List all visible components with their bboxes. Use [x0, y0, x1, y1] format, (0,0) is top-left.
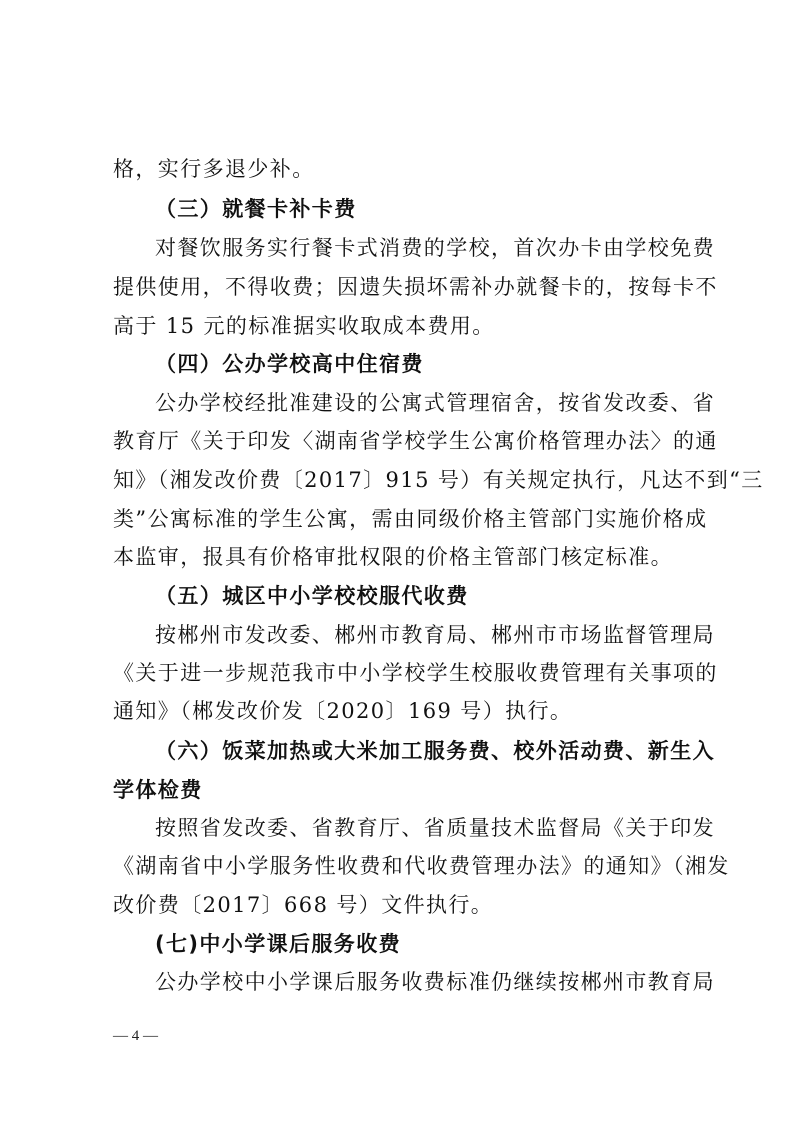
text-line: 《湖南省中小学服务性收费和代收费管理办法》的通知》（湘发 — [113, 854, 730, 878]
text-line: 按郴州市发改委、郴州市教育局、郴州市市场监督管理局 — [155, 623, 715, 647]
text-line: 知》（湘发改价费〔2017〕915 号）有关规定执行，凡达不到“三 — [113, 468, 764, 492]
text-line: 对餐饮服务实行餐卡式消费的学校，首次办卡由学校免费 — [155, 236, 715, 260]
text-line: 本监审，报具有价格审批权限的价格主管部门核定标准。 — [113, 545, 673, 569]
text-line: 《关于进一步规范我市中小学校学生校服收费管理有关事项的 — [113, 661, 718, 685]
section-heading-6-cont: 学体检费 — [113, 778, 203, 802]
text-line: 教育厅《关于印发〈湖南省学校学生公寓价格管理办法〉的通 — [113, 429, 718, 453]
section-heading-6: （六）饭菜加热或大米加工服务费、校外活动费、新生入 — [155, 739, 715, 763]
section-heading-3: （三）就餐卡补卡费 — [155, 197, 357, 221]
section-heading-5: （五）城区中小学校校服代收费 — [155, 584, 469, 608]
section-heading-4: （四）公办学校高中住宿费 — [155, 352, 424, 376]
text-line: 格，实行多退少补。 — [113, 157, 315, 181]
text-line: 高于 15 元的标准据实收取成本费用。 — [113, 314, 495, 338]
text-line: 类”公寓标准的学生公寓，需由同级价格主管部门实施价格成 — [113, 507, 708, 531]
text-line: 公办学校经批准建设的公寓式管理宿舍，按省发改委、省 — [155, 391, 715, 415]
text-line: 按照省发改委、省教育厅、省质量技术监督局《关于印发 — [155, 816, 715, 840]
text-line: 提供使用，不得收费；因遗失损坏需补办就餐卡的，按每卡不 — [113, 275, 718, 299]
section-heading-7: (七)中小学课后服务收费 — [155, 932, 401, 956]
text-line: 改价费〔2017〕668 号）文件执行。 — [113, 893, 494, 917]
text-line: 公办学校中小学课后服务收费标准仍继续按郴州市教育局 — [155, 970, 715, 994]
text-line: 通知》（郴发改价发〔2020〕169 号）执行。 — [113, 699, 573, 723]
page-number: — 4 — — [113, 1028, 158, 1044]
